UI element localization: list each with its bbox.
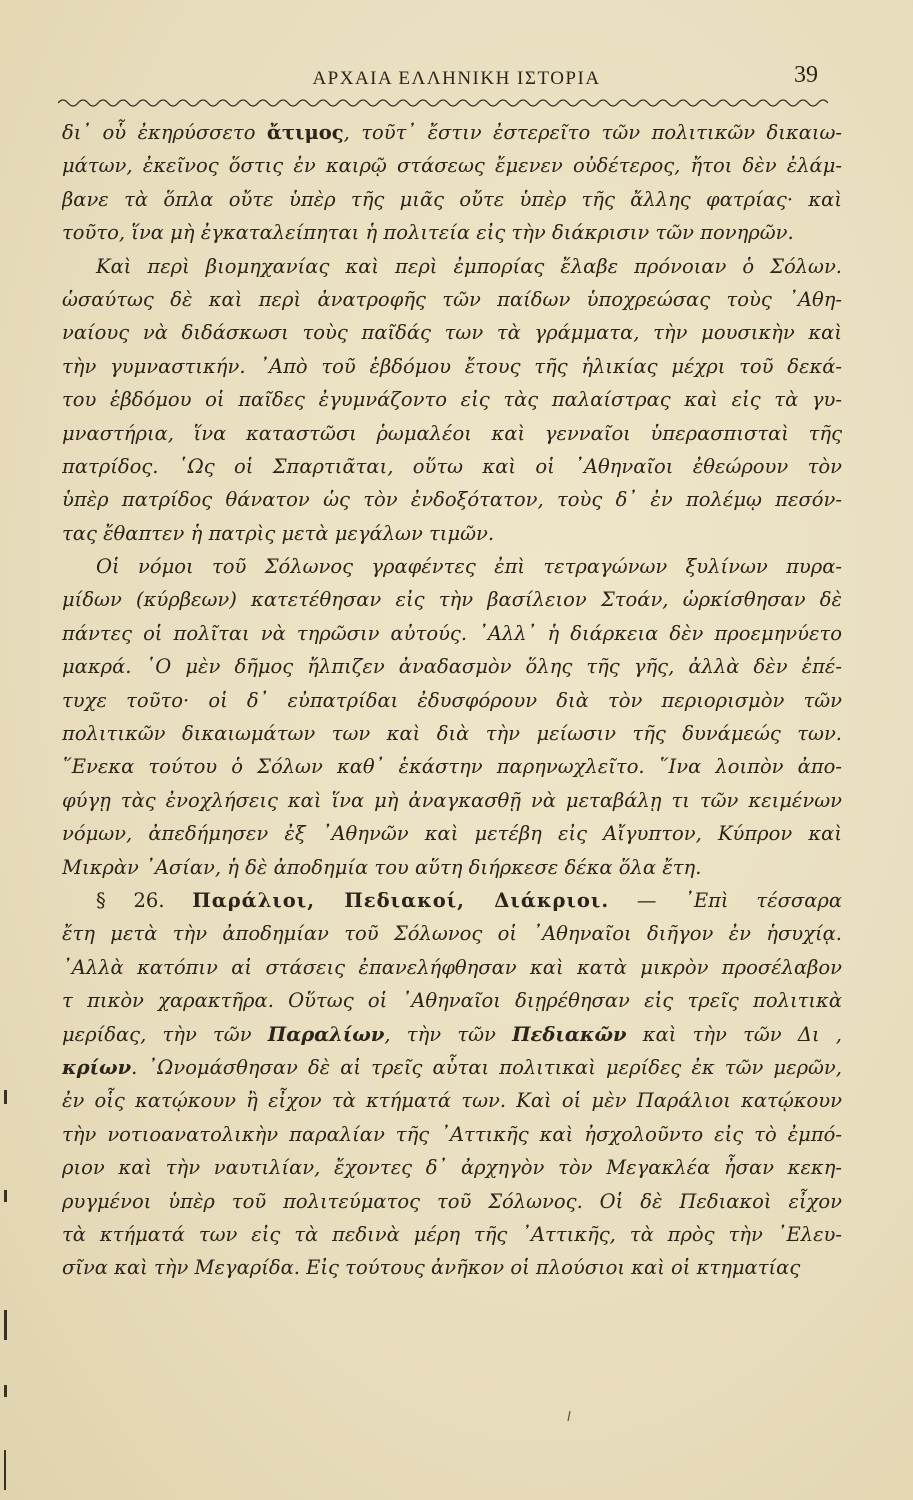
section-title: Παράλιοι, Πεδιακοί, Διάκριοι. bbox=[192, 888, 610, 912]
text-line: ναίους νὰ διδάσκωσι τοὺς παῖδάς των τὰ γράμματα, τὴν μουσικὴν καὶ bbox=[62, 321, 842, 345]
text-line: πάντες οἱ πολῖται νὰ τηρῶσιν αὐτούς. ᾿Αλλ᾽ ἡ διάρκεια δὲν προεμηνύετο bbox=[62, 621, 842, 645]
term-pediakon: Πεδιακῶν bbox=[512, 1022, 627, 1046]
text-line: Μικρὰν ᾿Ασίαν, ἡ δὲ ἀποδημία του αὕτη διήρκεσε δέκα ὅλα ἔτη. bbox=[62, 855, 702, 879]
margin-mark bbox=[4, 1450, 6, 1490]
text-line: μερίδας, τὴν τῶν Παραλίων, τὴν τῶν Πεδιακῶν καὶ τὴν τῶν Δι , bbox=[62, 1022, 842, 1046]
text-line: μίδων (κύρβεων) κατετέθησαν εἰς τὴν βασίλειον Στοάν, ὡρκίσθησαν δὲ bbox=[62, 588, 842, 612]
body-text bbox=[62, 116, 842, 1285]
text-line: μναστήρια, ἵνα καταστῶσι ῥωμαλέοι καὶ γενναῖοι ὑπερασπισταὶ τῆς bbox=[62, 421, 842, 445]
running-title: ΑΡΧΑΙΑ ΕΛΛΗΝΙΚΗ ΙΣΤΟΡΙΑ bbox=[312, 68, 601, 89]
text-line: ἐν οἷς κατῴκουν ἢ εἶχον τὰ κτήματά των. Καὶ οἱ μὲν Παράλιοι κατῴκουν bbox=[62, 1089, 842, 1113]
text-line: ὡσαύτως δὲ καὶ περὶ ἀνατροφῆς τῶν παίδων ὑποχρεώσας τοὺς ᾿Αθη- bbox=[62, 287, 842, 311]
margin-mark bbox=[4, 1090, 7, 1104]
paragraph-1 bbox=[62, 116, 842, 250]
text-line: νόμων, ἀπεδήμησεν ἐξ ᾿Αθηνῶν καὶ μετέβη εἰς Αἴγυπτον, Κύπρον καὶ bbox=[62, 822, 842, 846]
text-line: δι᾽ οὗ ἐκηρύσσετο ἄτιμος, τοῦτ᾽ ἔστιν ἐστερεῖτο τῶν πολιτικῶν δικαιω- bbox=[62, 121, 842, 144]
text-line: ὑπὲρ πατρίδος θάνατον ὡς τὸν ἐνδοξότατον, τοὺς δ᾽ ἐν πολέμῳ πεσόν- bbox=[62, 488, 842, 512]
text-line: βανε τὰ ὅπλα οὔτε ὑπὲρ τῆς μιᾶς οὔτε ὑπὲρ τῆς ἄλλης φατρίας· καὶ bbox=[62, 187, 842, 211]
margin-mark bbox=[4, 1310, 7, 1340]
text-line: σῖνα καὶ τὴν Μεγαρίδα. Εἰς τούτους ἀνῆκον οἱ πλούσιοι καὶ οἱ κτηματίας bbox=[62, 1256, 801, 1280]
emphasis-atimos: ἄτιμος bbox=[266, 121, 344, 144]
paragraph-2 bbox=[62, 250, 842, 551]
text-line: τὰ κτήματά των εἰς τὰ πεδινὰ μέρη τῆς ᾿Αττικῆς, τὰ πρὸς τὴν ᾿Ελευ- bbox=[62, 1222, 842, 1246]
text-line: τυχε τοῦτο· οἱ δ᾽ εὐπατρίδαι ἐδυσφόρουν διὰ τὸν περιορισμὸν τῶν bbox=[62, 688, 842, 712]
text-line: ἔτη μετὰ τὴν ἀποδημίαν τοῦ Σόλωνος οἱ ᾿Αθηναῖοι διῆγον ἐν ἡσυχίᾳ. bbox=[62, 922, 842, 946]
text-line: φύγῃ τὰς ἐνοχλήσεις καὶ ἵνα μὴ ἀναγκασθῇ νὰ μεταβάλῃ τι τῶν κειμένων bbox=[62, 788, 842, 812]
text-line: πατρίδος. ῾Ως οἱ Σπαρτιᾶται, οὕτω καὶ οἱ ᾿Αθηναῖοι ἐθεώρουν τὸν bbox=[62, 454, 842, 478]
text-line: τας ἔθαπτεν ἡ πατρὶς μετὰ μεγάλων τιμῶν. bbox=[62, 521, 495, 545]
text-line: ρυγμένοι ὑπὲρ τοῦ πολιτεύματος τοῦ Σόλωνος. Οἱ δὲ Πεδιακοὶ εἶχον bbox=[62, 1189, 842, 1213]
text-line: τὴν νοτιοανατολικὴν παραλίαν τῆς ᾿Αττικῆς καὶ ἠσχολοῦντο εἰς τὸ ἐμπό- bbox=[62, 1122, 842, 1146]
section-heading-line: § 26. Παράλιοι, Πεδιακοί, Διάκριοι. — ᾿Επὶ τέσσαρα bbox=[96, 888, 842, 912]
paper-speck bbox=[566, 1410, 572, 1422]
margin-mark bbox=[4, 1190, 7, 1202]
term-paralion: Παραλίων bbox=[267, 1022, 385, 1046]
text-line: κρίων. ᾿Ωνομάσθησαν δὲ αἱ τρεῖς αὗται πολιτικαὶ μερίδες ἐκ τῶν μερῶν, bbox=[62, 1055, 842, 1079]
page-number: 39 bbox=[794, 62, 818, 88]
text-line: του ἑβδόμου οἱ παῖδες ἐγυμνάζοντο εἰς τὰς παλαίστρας καὶ εἰς τὰ γυ- bbox=[62, 388, 842, 412]
margin-mark bbox=[4, 1385, 7, 1397]
text-line: πολιτικῶν δικαιωμάτων των καὶ διὰ τὴν μείωσιν τῆς δυνάμεώς των. bbox=[62, 722, 842, 746]
section-26 bbox=[62, 884, 842, 1285]
text-line: ριον καὶ τὴν ναυτιλίαν, ἔχοντες δ᾽ ἀρχηγὸν τὸν Μεγακλέα ἦσαν κεκη- bbox=[62, 1156, 842, 1180]
text-line: τὴν γυμναστικήν. ᾿Απὸ τοῦ ἑβδόμου ἔτους τῆς ἡλικίας μέχρι τοῦ δεκά- bbox=[62, 354, 842, 378]
paragraph-3 bbox=[62, 550, 842, 884]
text-line: τ πικὸν χαρακτῆρα. Οὕτως οἱ ᾿Αθηναῖοι διῃρέθησαν εἰς τρεῖς πολιτικὰ bbox=[62, 989, 842, 1013]
text-line: μακρά. ῾Ο μὲν δῆμος ἤλπιζεν ἀναδασμὸν ὅλης τῆς γῆς, ἀλλὰ δὲν ἐπέ- bbox=[62, 655, 842, 679]
text-line: Οἱ νόμοι τοῦ Σόλωνος γραφέντες ἐπὶ τετραγώνων ξυλίνων πυρα- bbox=[96, 555, 842, 579]
term-krion: κρίων bbox=[62, 1055, 132, 1079]
text-line: τοῦτο, ἵνα μὴ ἐγκαταλείπηται ἡ πολιτεία εἰς τὴν διάκρισιν τῶν πονηρῶν. bbox=[62, 221, 794, 245]
wavy-rule-ornament bbox=[58, 94, 828, 108]
text-line: μάτων, ἐκεῖνος ὅστις ἐν καιρῷ στάσεως ἔμενεν οὐδέτερος, ἤτοι δὲν ἐλάμ- bbox=[62, 154, 842, 178]
page-header bbox=[0, 62, 913, 96]
section-number: § 26. bbox=[96, 888, 165, 912]
text-line: ῞Ενεκα τούτου ὁ Σόλων καθ᾽ ἑκάστην παρηνωχλεῖτο. ῞Ινα λοιπὸν ἀπο- bbox=[62, 755, 842, 779]
text-line: Καὶ περὶ βιομηχανίας καὶ περὶ ἐμπορίας ἔλαβε πρόνοιαν ὁ Σόλων. bbox=[96, 254, 842, 278]
text-line: ᾿Αλλὰ κατόπιν αἱ στάσεις ἐπανελήφθησαν καὶ κατὰ μικρὸν προσέλαβον bbox=[62, 955, 842, 979]
wavy-rule-line bbox=[58, 100, 828, 106]
